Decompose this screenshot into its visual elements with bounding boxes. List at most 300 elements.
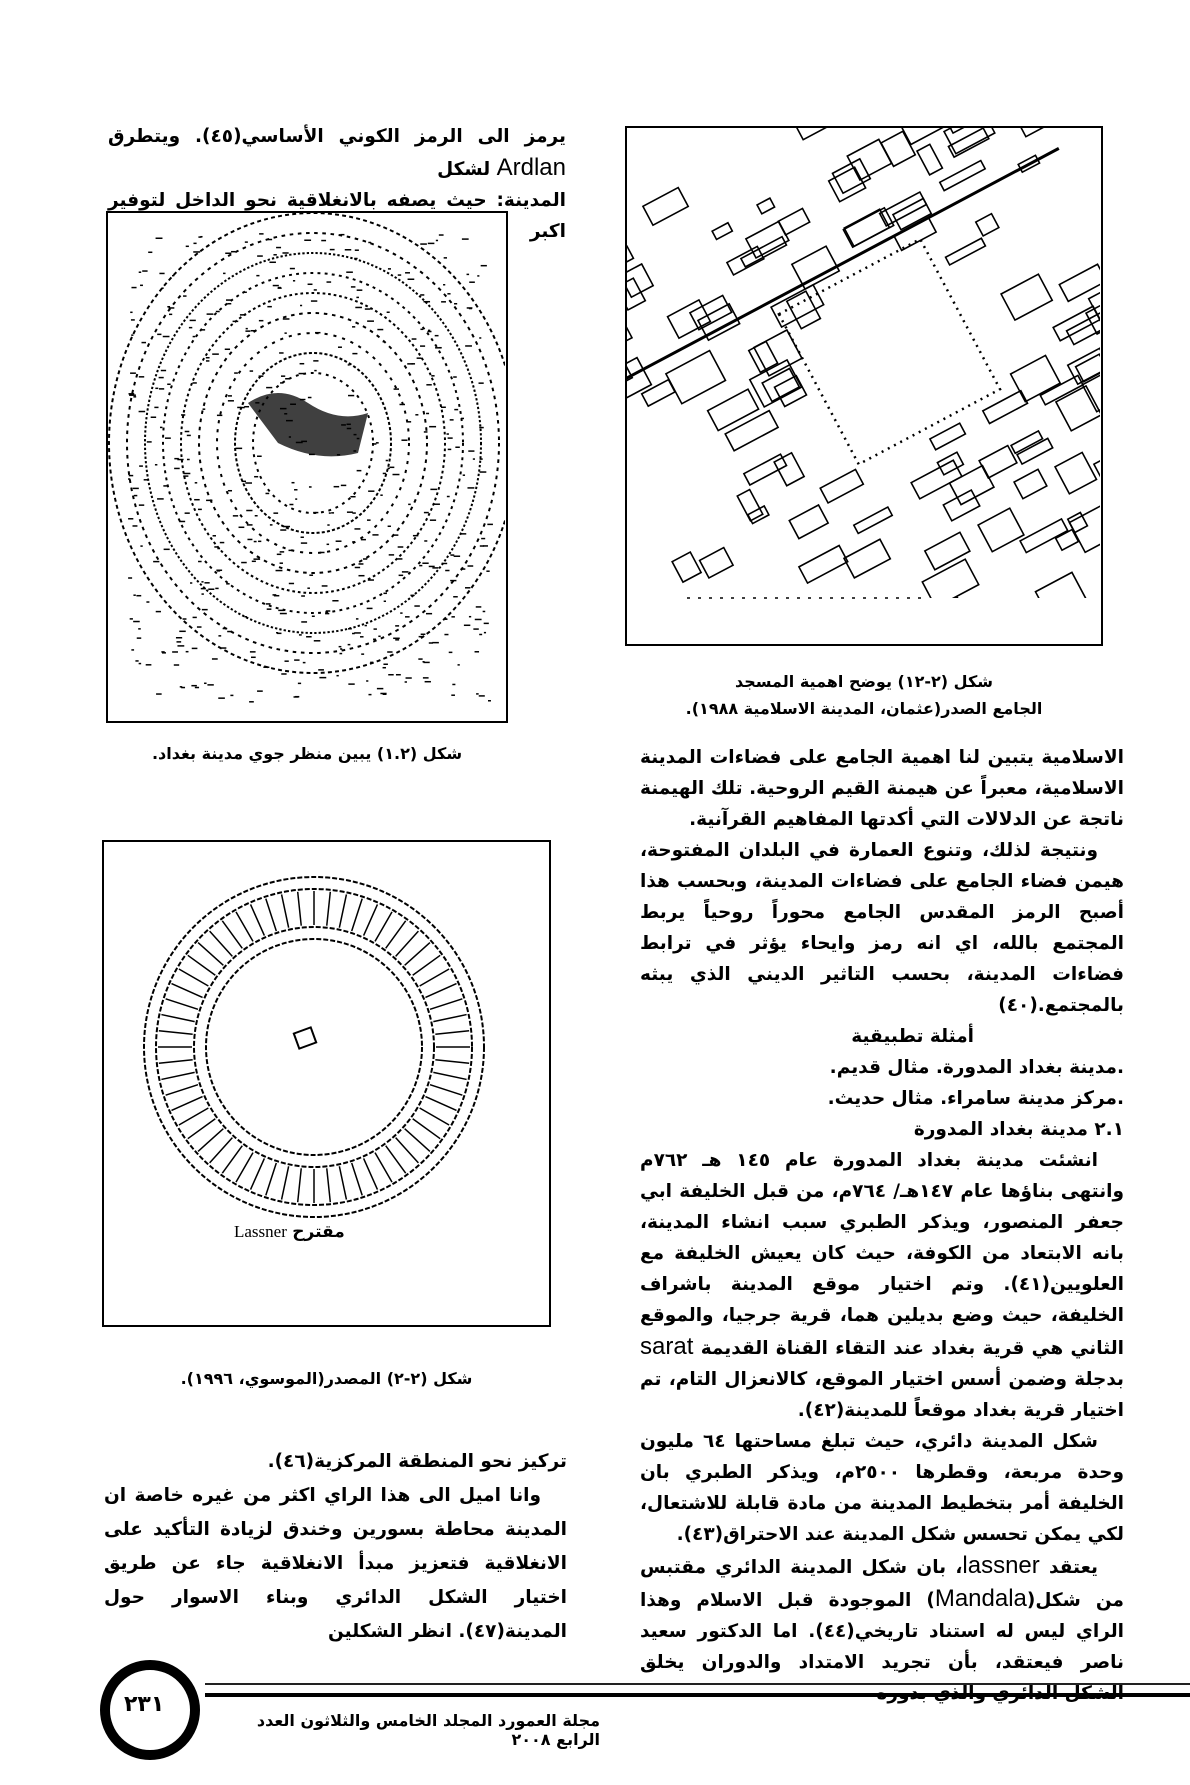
aerial-texture xyxy=(144,479,149,481)
building-block xyxy=(940,161,985,191)
building-block xyxy=(748,506,769,524)
building-block xyxy=(1014,469,1047,498)
aerial-texture xyxy=(176,637,182,639)
aerial-texture xyxy=(308,397,312,399)
aerial-texture xyxy=(405,616,410,618)
aerial-texture xyxy=(373,443,377,445)
aerial-texture xyxy=(134,495,137,497)
building-block xyxy=(746,221,789,257)
aerial-texture xyxy=(439,234,444,236)
aerial-texture xyxy=(306,636,312,638)
aerial-texture xyxy=(181,414,185,416)
aerial-texture xyxy=(336,540,342,542)
aerial-texture xyxy=(301,542,307,544)
aerial-texture xyxy=(164,549,170,551)
paragraph: شكل المدينة دائري، حيث تبلغ مساحتها ٦٤ مليون وحدة مربعة، وقطرها ٢٥٠٠م، ويذكر الطبري بان الخليفة أمر بتخطيط المدينة من مادة قابلة للاشتعال، لكي يمكن تحسس شكل المدينة عند الاحتراق(٤٣). xyxy=(640,1431,1124,1545)
map-blocks xyxy=(627,128,1100,643)
aerial-texture xyxy=(427,331,431,333)
aerial-texture xyxy=(383,667,386,669)
aerial-texture xyxy=(128,393,134,395)
aerial-texture xyxy=(327,544,330,546)
building-block xyxy=(708,389,759,430)
aerial-texture xyxy=(301,621,307,623)
aerial-texture xyxy=(435,347,441,349)
aerial-texture xyxy=(154,407,158,409)
aerial-texture xyxy=(128,518,133,520)
aerial-texture xyxy=(479,337,481,339)
aerial-texture xyxy=(300,305,302,307)
building-block xyxy=(754,330,802,376)
aerial-texture xyxy=(289,583,294,585)
aerial-texture xyxy=(266,387,272,389)
radial-house-divider xyxy=(251,904,265,935)
aerial-texture xyxy=(377,329,383,331)
paragraph: تركيز نحو المنطقة المركزية(٤٦). xyxy=(267,1451,567,1472)
aerial-texture xyxy=(179,631,185,633)
text-fragment: ، بان شكل المدينة الدائري مقتبس من شكل( xyxy=(640,1557,1124,1611)
aerial-texture xyxy=(448,437,453,439)
aerial-texture xyxy=(388,526,391,528)
aerial-texture xyxy=(193,243,196,245)
aerial-texture xyxy=(240,407,244,409)
aerial-texture xyxy=(476,606,482,608)
aerial-texture xyxy=(453,596,458,598)
aerial-texture xyxy=(139,663,141,665)
aerial-texture xyxy=(176,641,181,643)
radial-house-divider xyxy=(266,899,277,931)
aerial-texture xyxy=(281,673,286,675)
aerial-texture xyxy=(133,396,136,398)
aerial-texture xyxy=(172,651,178,653)
page-number: ٢٣١ xyxy=(124,1692,165,1717)
radial-house-divider xyxy=(166,999,198,1010)
aerial-texture xyxy=(423,677,429,679)
aerial-texture xyxy=(400,404,405,406)
aerial-texture xyxy=(443,284,445,286)
aerial-texture xyxy=(351,286,356,288)
aerial-texture xyxy=(130,312,132,314)
aerial-texture xyxy=(201,588,206,590)
aerial-texture xyxy=(354,258,357,260)
aerial-texture xyxy=(417,357,422,359)
aerial-texture xyxy=(441,407,446,409)
aerial-texture xyxy=(301,595,305,597)
aerial-texture xyxy=(388,674,393,676)
aerial-texture xyxy=(433,503,440,505)
aerial-texture xyxy=(190,582,192,584)
aerial-texture xyxy=(410,595,414,597)
aerial-texture xyxy=(424,301,431,303)
aerial-texture xyxy=(386,460,388,462)
aerial-texture xyxy=(225,253,231,255)
aerial-texture xyxy=(383,473,386,475)
aerial-texture xyxy=(395,639,399,641)
aerial-texture xyxy=(147,441,152,443)
aerial-texture xyxy=(315,332,320,334)
aerial-texture xyxy=(146,664,152,666)
radial-house-divider xyxy=(210,931,233,956)
aerial-texture xyxy=(419,636,424,638)
aerial-texture xyxy=(244,406,249,408)
aerial-texture xyxy=(307,587,310,589)
aerial-texture xyxy=(221,647,226,649)
aerial-texture xyxy=(447,293,450,295)
aerial-texture xyxy=(481,538,485,540)
aerial-texture xyxy=(441,563,447,565)
radial-house-divider xyxy=(327,1168,331,1202)
aerial-texture xyxy=(212,353,219,355)
aerial-texture xyxy=(407,421,411,423)
aerial-texture xyxy=(139,465,143,467)
aerial-texture xyxy=(311,300,317,302)
aerial-texture xyxy=(236,448,243,450)
aerial-texture xyxy=(280,529,286,531)
aerial-texture xyxy=(392,534,398,536)
aerial-texture xyxy=(338,346,342,348)
mosque-map-drawing xyxy=(627,128,1100,643)
building-block xyxy=(627,246,633,282)
aerial-texture xyxy=(163,485,167,487)
radial-house-divider xyxy=(420,969,449,986)
aerial-texture xyxy=(422,661,424,663)
aerial-texture xyxy=(138,628,141,630)
aerial-texture xyxy=(266,493,270,495)
aerial-texture xyxy=(294,489,297,491)
building-block xyxy=(672,552,701,582)
aerial-texture xyxy=(183,618,187,620)
aerial-texture xyxy=(329,512,331,514)
aerial-texture xyxy=(155,464,157,466)
aerial-texture xyxy=(314,289,317,291)
aerial-texture xyxy=(278,610,284,612)
aerial-texture xyxy=(348,628,352,630)
building-block xyxy=(917,144,942,175)
radial-house-divider xyxy=(298,892,302,926)
aerial-texture xyxy=(217,415,222,417)
latin-term-ardlan: Ardlan xyxy=(496,154,566,181)
aerial-texture xyxy=(231,251,235,253)
radial-house-divider xyxy=(396,931,419,956)
aerial-texture xyxy=(280,382,283,384)
aerial-texture xyxy=(167,384,170,386)
aerial-texture xyxy=(383,664,387,666)
paragraph xyxy=(640,1145,1124,1426)
aerial-texture xyxy=(426,384,431,386)
aerial-texture xyxy=(225,349,230,351)
radial-house-divider xyxy=(179,969,208,986)
aerial-texture xyxy=(331,512,334,514)
aerial-texture xyxy=(254,476,258,478)
aerial-texture xyxy=(280,613,287,615)
aerial-texture xyxy=(365,625,367,627)
aerial-texture xyxy=(250,370,253,372)
aerial-texture xyxy=(187,459,190,461)
aerial-texture xyxy=(358,575,364,577)
aerial-texture xyxy=(244,616,246,618)
aerial-texture xyxy=(155,388,158,390)
aerial-texture xyxy=(326,281,331,283)
aerial-texture xyxy=(281,375,285,377)
building-block xyxy=(799,545,848,583)
building-block xyxy=(844,539,890,578)
building-block xyxy=(930,423,965,450)
aerial-texture xyxy=(227,631,232,633)
building-block xyxy=(976,214,999,236)
aerial-texture xyxy=(183,473,190,475)
building-block xyxy=(979,446,1017,478)
radial-house-divider xyxy=(222,1146,242,1174)
aerial-texture xyxy=(190,320,196,322)
central-palace xyxy=(294,1027,316,1048)
aerial-texture xyxy=(356,297,359,299)
aerial-texture xyxy=(488,700,491,702)
aerial-texture xyxy=(451,616,454,618)
radial-house-divider xyxy=(161,1072,194,1079)
aerial-texture xyxy=(418,658,422,660)
aerial-texture xyxy=(475,619,482,621)
aerial-texture xyxy=(484,632,486,634)
aerial-texture xyxy=(473,458,475,460)
aerial-texture xyxy=(314,370,316,372)
aerial-texture xyxy=(395,625,399,627)
aerial-texture xyxy=(279,352,283,354)
building-block xyxy=(725,411,778,451)
radial-house-divider xyxy=(375,912,392,941)
building-block xyxy=(1055,452,1096,493)
aerial-texture xyxy=(228,400,234,402)
aerial-texture xyxy=(206,360,209,362)
footer-rule-thick xyxy=(205,1693,1190,1697)
aerial-texture xyxy=(285,378,289,380)
aerial-texture xyxy=(460,568,465,570)
aerial-texture xyxy=(401,439,407,441)
aerial-texture xyxy=(161,651,164,653)
caption-line: الجامع الصدر(عثمان، المدينة الاسلامية ١٩٨٨). xyxy=(685,699,1043,718)
aerial-texture xyxy=(292,482,295,484)
building-block xyxy=(757,198,775,214)
aerial-texture xyxy=(230,695,233,697)
aerial-texture xyxy=(309,574,313,576)
journal-logo xyxy=(100,1660,200,1760)
aerial-texture xyxy=(217,548,220,550)
aerial-texture xyxy=(445,618,448,620)
aerial-texture xyxy=(268,239,272,241)
aerial-texture xyxy=(355,307,362,309)
radial-house-divider xyxy=(425,984,456,998)
aerial-texture xyxy=(267,306,271,308)
section-heading: أمثلة تطبيقية xyxy=(851,1026,974,1047)
aerial-texture xyxy=(200,236,202,238)
paragraph xyxy=(640,1550,1124,1709)
aerial-texture xyxy=(454,409,458,411)
latin-term-mandala: Mandala xyxy=(934,1585,1027,1612)
aerial-texture xyxy=(207,313,214,315)
aerial-texture xyxy=(246,328,248,330)
aerial-texture xyxy=(267,608,272,610)
aerial-texture xyxy=(319,677,326,679)
figure-left-top-caption: شكل (١.٢) يبين منظر جوي مدينة بغداد. xyxy=(151,744,463,763)
aerial-texture xyxy=(174,468,180,470)
aerial-texture xyxy=(378,636,380,638)
aerial-texture xyxy=(215,588,218,590)
aerial-texture xyxy=(393,474,400,476)
aerial-texture xyxy=(355,249,359,251)
text-fragment: ) الموجودة قبل الاسلام وهذا الراي ليس له استناد تاريخي(٤٤). اما الدكتور سعيد ناصر فيعتقد، بأن تجريد الامتداد والدوران يخلق xyxy=(640,1590,1124,1673)
aerial-texture xyxy=(276,247,281,249)
building-block xyxy=(1001,274,1052,320)
aerial-texture xyxy=(228,490,232,492)
aerial-texture xyxy=(348,364,350,366)
aerial-texture xyxy=(484,623,489,625)
aerial-texture xyxy=(365,308,371,310)
aerial-texture xyxy=(371,452,373,454)
radial-house-divider xyxy=(266,1163,277,1195)
aerial-texture xyxy=(129,394,136,396)
aerial-texture xyxy=(368,694,371,696)
aerial-texture xyxy=(136,595,141,597)
aerial-texture xyxy=(477,275,479,277)
aerial-texture xyxy=(352,633,355,635)
city-wall-ring xyxy=(156,889,472,1205)
aerial-texture xyxy=(203,408,206,410)
aerial-texture xyxy=(479,695,485,697)
aerial-texture xyxy=(355,567,360,569)
radial-house-divider xyxy=(375,1153,392,1182)
aerial-texture xyxy=(396,674,401,676)
aerial-texture xyxy=(288,550,293,552)
text-fragment: بدجلة وضمن أسس اختيار الموقع، كالانعزال التام، تم اختيار قرية بغداد موقعاً للمدينة(٤٢). xyxy=(640,1369,1124,1421)
street xyxy=(627,148,1059,420)
radial-house-divider xyxy=(413,1119,441,1139)
building-block xyxy=(789,505,828,539)
aerial-texture xyxy=(183,475,188,477)
aerial-texture xyxy=(141,342,146,344)
aerial-texture xyxy=(300,363,305,365)
radial-house-divider xyxy=(405,1129,430,1152)
list-item: .مركز مدينة سامراء. مثال حديث. xyxy=(827,1088,1124,1109)
aerial-texture xyxy=(159,377,164,379)
aerial-texture xyxy=(428,243,435,245)
aerial-texture xyxy=(259,233,263,235)
aerial-texture xyxy=(273,512,278,514)
aerial-texture xyxy=(308,284,313,286)
aerial-texture xyxy=(255,515,258,517)
aerial-texture xyxy=(193,336,196,338)
aerial-texture xyxy=(441,301,446,303)
aerial-texture xyxy=(185,512,190,514)
aerial-texture xyxy=(226,583,229,585)
aerial-texture xyxy=(486,570,489,572)
aerial-texture xyxy=(388,268,391,270)
aerial-texture xyxy=(157,334,161,336)
aerial-texture xyxy=(414,605,419,607)
radial-house-divider xyxy=(430,999,462,1010)
aerial-texture xyxy=(245,241,248,243)
radial-house-divider xyxy=(198,1129,223,1152)
aerial-texture xyxy=(270,524,273,526)
aerial-texture xyxy=(169,314,172,316)
aerial-texture xyxy=(242,481,246,483)
map-margin xyxy=(627,598,1100,643)
aerial-texture xyxy=(299,634,302,636)
aerial-texture xyxy=(356,618,358,620)
text-fragment: انشئت مدينة بغداد المدورة عام ١٤٥ هـ ٧٦٢م وانتهى بناؤها عام ١٤٧هـ/ ٧٦٤م، من قبل الخليفة ابي جعفر المنصور، ويذكر الطبري سبب انشاء المدينة، بانه الابتعاد من الكوفة، حيث كان يعيش الخليفة مع العلويين(٤١). وتم اختيار موقع المدينة باشراف الخليفة، حيث وضع بديلين هما، قرية جرجيا، والموقع الثاني هي قرية بغداد عند التقاء القناة القديمة xyxy=(640,1150,1124,1359)
aerial-texture xyxy=(309,486,312,488)
aerial-texture xyxy=(280,551,285,553)
building-block xyxy=(847,139,891,180)
city-wall-ring xyxy=(194,927,434,1167)
footer-rule-thin xyxy=(205,1683,1190,1685)
aerial-texture xyxy=(462,238,469,240)
aerial-texture xyxy=(473,628,478,630)
aerial-texture xyxy=(432,642,439,644)
latin-term-sarat: sarat xyxy=(640,1333,694,1360)
aerial-texture xyxy=(461,418,464,420)
aerial-texture xyxy=(207,684,213,686)
aerial-texture xyxy=(299,373,305,375)
aerial-texture xyxy=(217,570,220,572)
aerial-texture xyxy=(447,496,450,498)
aerial-texture xyxy=(159,273,164,275)
aerial-texture xyxy=(467,274,470,276)
aerial-texture xyxy=(420,294,424,296)
aerial-texture xyxy=(303,662,306,664)
aerial-texture xyxy=(468,450,474,452)
text-fragment: يرمز الى الرمز الكوني الأساسي(٤٥). ويتطرق xyxy=(108,126,566,147)
aerial-texture xyxy=(320,552,324,554)
figure-left-bottom-caption: شكل (٢-٢) المصدر(الموسوي، ١٩٩٦). xyxy=(180,1369,473,1388)
aerial-texture xyxy=(388,468,390,470)
aerial-texture xyxy=(212,658,218,660)
aerial-texture xyxy=(243,292,247,294)
aerial-texture xyxy=(258,541,261,543)
figure-label xyxy=(234,1222,345,1242)
aerial-texture xyxy=(483,611,486,613)
radial-house-divider xyxy=(210,1138,233,1163)
aerial-texture xyxy=(187,435,191,437)
aerial-texture xyxy=(130,618,133,620)
aerial-texture xyxy=(283,526,289,528)
aerial-texture xyxy=(159,388,164,390)
aerial-texture xyxy=(352,353,357,355)
aerial-texture xyxy=(237,407,241,409)
aerial-texture xyxy=(421,634,426,636)
aerial-texture xyxy=(272,594,276,596)
radial-house-divider xyxy=(364,904,378,935)
aerial-texture xyxy=(251,330,256,332)
aerial-texture xyxy=(246,510,252,512)
aerial-texture xyxy=(363,558,367,560)
aerial-texture xyxy=(348,644,351,646)
aerial-texture xyxy=(202,609,208,611)
aerial-texture xyxy=(426,413,429,415)
aerial-texture xyxy=(455,446,459,448)
aerial-texture xyxy=(429,566,435,568)
journal-title: مجلة العمورد المجلد الخامس والثلاثون العدد الرابع ٢٠٠٨ xyxy=(256,1711,600,1749)
aerial-texture xyxy=(452,684,455,686)
radial-house-divider xyxy=(282,1166,289,1199)
radial-house-divider xyxy=(161,1015,194,1022)
aerial-texture xyxy=(289,504,293,506)
radial-house-divider xyxy=(327,892,331,926)
radial-house-divider xyxy=(352,899,363,931)
aerial-texture xyxy=(322,585,328,587)
latin-term-lassner: lassner xyxy=(962,1552,1040,1579)
building-block xyxy=(627,358,651,407)
text-fragment: لشكل xyxy=(437,159,497,180)
radial-house-divider xyxy=(352,1163,363,1195)
radial-house-divider xyxy=(251,1158,265,1189)
